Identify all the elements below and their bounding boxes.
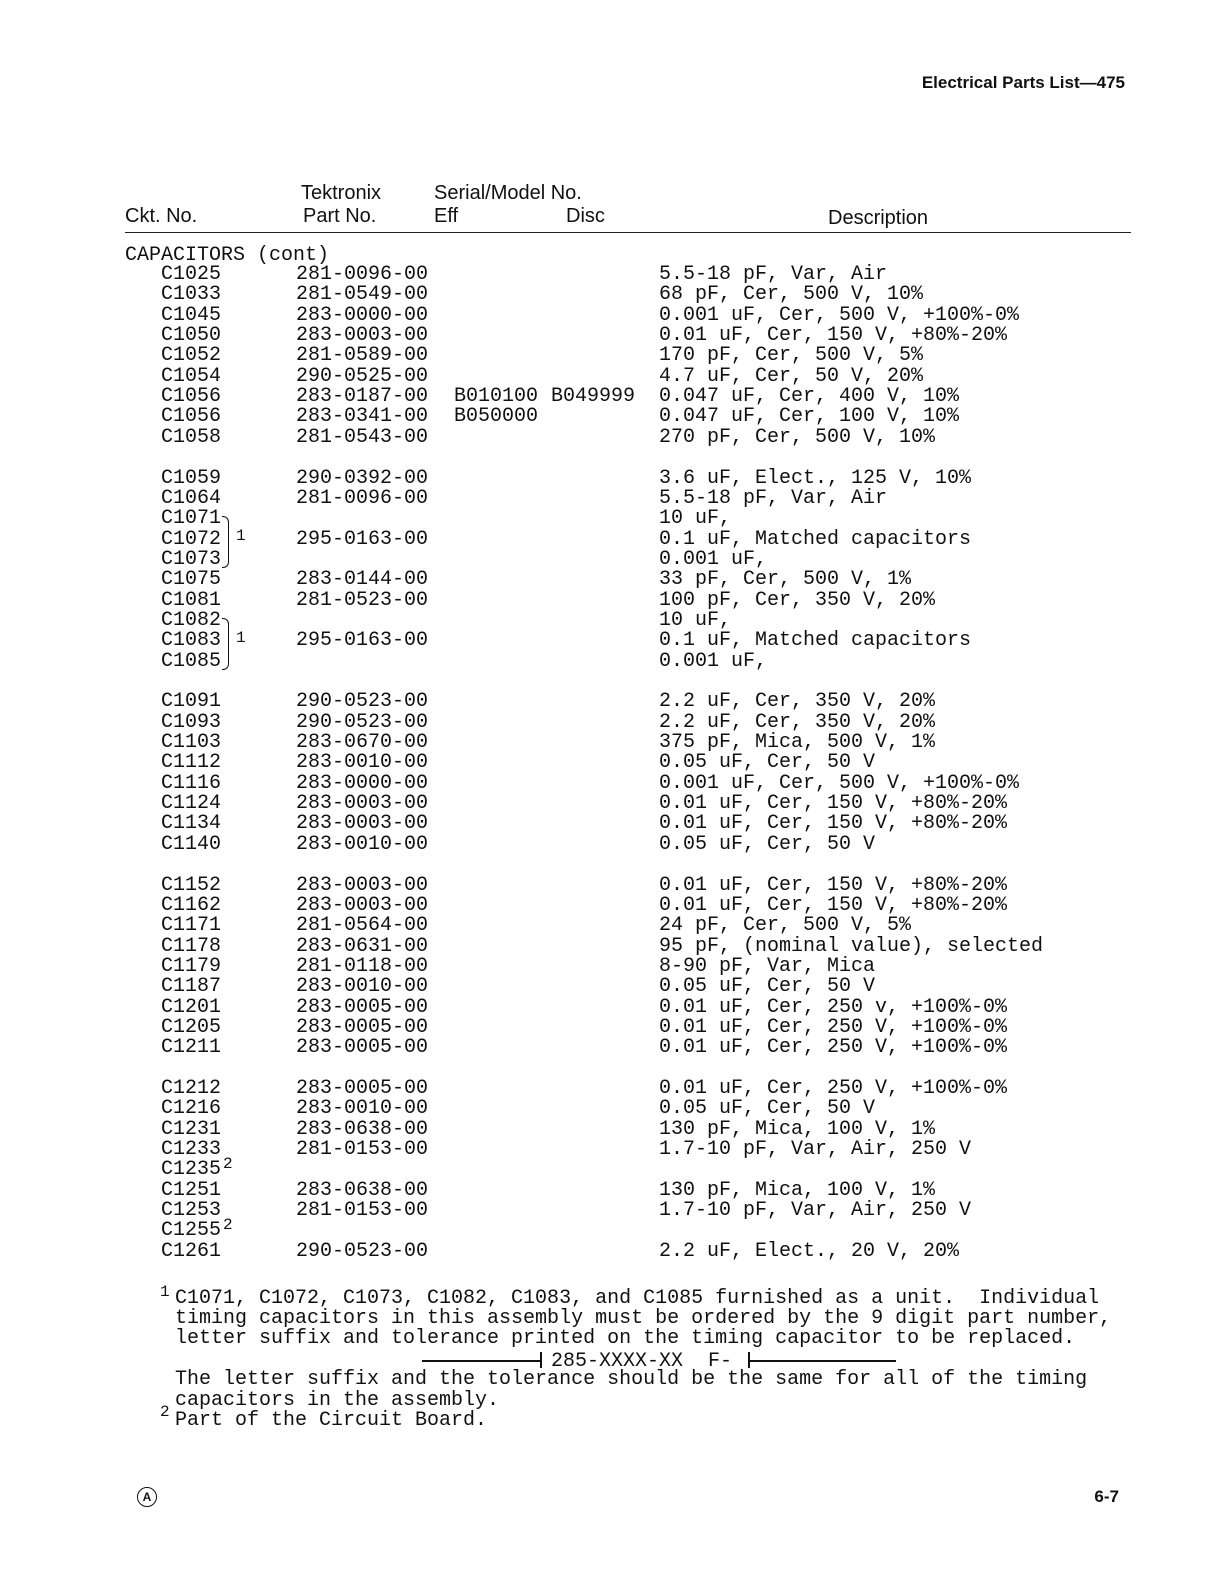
- description: 0.01 uF, Cer, 150 V, +80%-20%: [659, 792, 1008, 816]
- ckt-number: C1171: [161, 914, 222, 938]
- diagram-left-line: [422, 1360, 540, 1362]
- ckt-number: C1056: [161, 405, 222, 429]
- ckt-number: C1059: [161, 466, 222, 490]
- part-number: 283-0010-00: [296, 751, 429, 775]
- description: 0.001 uF, Cer, 500 V, +100%-0%: [659, 303, 1020, 327]
- part-number: 283-0003-00: [296, 893, 429, 917]
- part-number: 281-0096-00: [296, 486, 429, 510]
- description: 0.01 uF, Cer, 250 V, +100%-0%: [659, 1036, 1008, 1060]
- part-number: 283-0005-00: [296, 1015, 429, 1039]
- note-1-line-5: capacitors in the assembly.: [175, 1389, 500, 1412]
- part-number: 281-0589-00: [296, 344, 429, 368]
- description: 0.05 uF, Cer, 50 V: [659, 751, 876, 775]
- note-1-line-3: letter suffix and tolerance printed on the timing capacitor to be replaced.: [175, 1327, 1076, 1350]
- note-2-marker: 2: [160, 1403, 170, 1421]
- description: 1.7-10 pF, Var, Air, 250 V: [659, 1138, 972, 1162]
- description: 0.047 uF, Cer, 100 V, 10%: [659, 405, 960, 429]
- diagram-suffix: F-: [708, 1350, 733, 1373]
- description: 130 pF, Mica, 100 V, 1%: [659, 1117, 936, 1141]
- page-header-title: Electrical Parts List—475: [921, 73, 1125, 92]
- part-number: 283-0000-00: [296, 771, 429, 795]
- ckt-number: C1073: [161, 547, 222, 571]
- part-number: 283-0187-00: [296, 385, 429, 409]
- group-brace-1: [222, 516, 229, 568]
- ckt-number: C1025: [161, 263, 222, 286]
- ckt-number: C1054: [161, 364, 222, 388]
- ckt-number: C1072: [161, 527, 222, 551]
- ckt-number: C1052: [161, 344, 222, 368]
- ckt-number: C1085: [161, 649, 222, 673]
- ckt-number: C1231: [161, 1117, 222, 1141]
- description: 3.6 uF, Elect., 125 V, 10%: [659, 466, 972, 490]
- ckt-number: C1251: [161, 1178, 222, 1202]
- part-number: 283-0003-00: [296, 792, 429, 816]
- description: 0.01 uF, Cer, 250 v, +100%-0%: [659, 995, 1008, 1019]
- description: 0.05 uF, Cer, 50 V: [659, 1097, 876, 1121]
- ckt-number: C1235: [161, 1158, 222, 1182]
- description: 0.1 uF, Matched capacitors: [659, 629, 972, 653]
- serial-eff: B050000: [454, 405, 539, 429]
- ckt-number: C1093: [161, 710, 222, 734]
- description: 0.01 uF, Cer, 150 V, +80%-20%: [659, 893, 1008, 917]
- ckt-number: C1205: [161, 1015, 222, 1039]
- part-number: 283-0003-00: [296, 324, 429, 348]
- part-number: 283-0341-00: [296, 405, 429, 429]
- description: 5.5-18 pF, Var, Air: [659, 486, 888, 510]
- footnote-marker-2b: 2: [223, 1216, 233, 1234]
- ckt-number: C1162: [161, 893, 222, 917]
- ckt-number: C1045: [161, 303, 222, 327]
- ckt-number: C1071: [161, 507, 222, 531]
- ckt-number: C1124: [161, 792, 222, 816]
- note-1-line-2: timing capacitors in this assembly must be ordered by the 9 digit part number,: [175, 1307, 1112, 1330]
- ckt-number: C1083: [161, 629, 222, 653]
- part-number: 281-0153-00: [296, 1199, 429, 1223]
- description: 170 pF, Cer, 500 V, 5%: [659, 344, 924, 368]
- ckt-number: C1178: [161, 934, 222, 958]
- serial-eff: B010100: [454, 385, 539, 409]
- description: 0.05 uF, Cer, 50 V: [659, 975, 876, 999]
- part-number: 283-0005-00: [296, 1077, 429, 1100]
- part-number: 283-0670-00: [296, 731, 429, 755]
- section-title: CAPACITORS (cont): [125, 244, 330, 267]
- description: 0.01 uF, Cer, 250 V, +100%-0%: [659, 1015, 1008, 1039]
- part-number: 281-0549-00: [296, 283, 429, 307]
- ckt-number: C1116: [161, 771, 222, 795]
- ckt-number: C1081: [161, 588, 222, 612]
- ckt-number: C1212: [161, 1077, 222, 1100]
- diagram-right-line: [750, 1360, 896, 1362]
- part-number: 283-0638-00: [296, 1178, 429, 1202]
- description: 95 pF, (nominal value), selected: [659, 934, 1044, 958]
- ckt-number: C1075: [161, 568, 222, 592]
- page-number: 6-7: [1094, 1487, 1119, 1506]
- ckt-number: C1261: [161, 1239, 222, 1263]
- publisher-logo: A: [137, 1487, 157, 1507]
- description: 100 pF, Cer, 350 V, 20%: [659, 588, 936, 612]
- note-1-marker: 1: [160, 1283, 170, 1301]
- ckt-number: C1140: [161, 832, 222, 856]
- ckt-number: C1056: [161, 385, 222, 409]
- description: 1.7-10 pF, Var, Air, 250 V: [659, 1199, 972, 1223]
- footnote-marker-1a: 1: [236, 527, 246, 545]
- description: 68 pF, Cer, 500 V, 10%: [659, 283, 924, 307]
- description: 0.01 uF, Cer, 150 V, +80%-20%: [659, 873, 1008, 897]
- part-number: 290-0525-00: [296, 364, 429, 388]
- ckt-number: C1050: [161, 324, 222, 348]
- part-number: 295-0163-00: [296, 629, 429, 653]
- ckt-number: C1112: [161, 751, 222, 775]
- description: 0.001 uF, Cer, 500 V, +100%-0%: [659, 771, 1020, 795]
- part-number: 290-0523-00: [296, 710, 429, 734]
- description: 0.01 uF, Cer, 150 V, +80%-20%: [659, 324, 1008, 348]
- ckt-number: C1103: [161, 731, 222, 755]
- description: 0.05 uF, Cer, 50 V: [659, 832, 876, 856]
- diagram-left-tick: [540, 1352, 542, 1368]
- part-number: 283-0005-00: [296, 995, 429, 1019]
- description: 33 pF, Cer, 500 V, 1%: [659, 568, 912, 592]
- description: 0.001 uF,: [659, 547, 768, 571]
- description: 0.1 uF, Matched capacitors: [659, 527, 972, 551]
- col-eff-header: Eff: [434, 205, 459, 227]
- ckt-number: C1033: [161, 283, 222, 307]
- part-number: 281-0543-00: [296, 425, 429, 449]
- description: 130 pF, Mica, 100 V, 1%: [659, 1178, 936, 1202]
- ckt-number: C1058: [161, 425, 222, 449]
- serial-disc: B049999: [551, 385, 636, 409]
- col-tek-header-1: Tektronix: [301, 182, 382, 204]
- description: 24 pF, Cer, 500 V, 5%: [659, 914, 912, 938]
- part-number: 283-0010-00: [296, 1097, 429, 1121]
- note-1-line-1: C1071, C1072, C1073, C1082, C1083, and C1085 furnished as a unit. Individual: [175, 1287, 1100, 1310]
- description: 0.047 uF, Cer, 400 V, 10%: [659, 385, 960, 409]
- part-number: 281-0564-00: [296, 914, 429, 938]
- ckt-number: C1134: [161, 812, 222, 836]
- ckt-number: C1211: [161, 1036, 222, 1060]
- description: 10 uF,: [659, 608, 732, 632]
- col-disc-header: Disc: [566, 205, 605, 227]
- part-number: 281-0096-00: [296, 263, 429, 286]
- description: 4.7 uF, Cer, 50 V, 20%: [659, 364, 924, 388]
- group-brace-2: [222, 618, 229, 670]
- description: 8-90 pF, Var, Mica: [659, 954, 876, 978]
- ckt-number: C1253: [161, 1199, 222, 1223]
- description: 2.2 uF, Elect., 20 V, 20%: [659, 1239, 960, 1263]
- part-number: 283-0003-00: [296, 873, 429, 897]
- part-number: 290-0523-00: [296, 1239, 429, 1263]
- description: 5.5-18 pF, Var, Air: [659, 263, 888, 286]
- part-number: 283-0003-00: [296, 812, 429, 836]
- part-number: 283-0010-00: [296, 975, 429, 999]
- ckt-number: C1082: [161, 608, 222, 632]
- note-1-line-4: The letter suffix and the tolerance should be the same for all of the timing: [175, 1368, 1088, 1391]
- ckt-number: C1064: [161, 486, 222, 510]
- description: 2.2 uF, Cer, 350 V, 20%: [659, 710, 936, 734]
- col-serial-header: Serial/Model No.: [434, 182, 582, 204]
- part-number: 283-0000-00: [296, 303, 429, 327]
- col-tek-header-2: Part No.: [303, 205, 377, 227]
- description: 270 pF, Cer, 500 V, 10%: [659, 425, 936, 449]
- description: 0.01 uF, Cer, 250 V, +100%-0%: [659, 1077, 1008, 1100]
- ckt-number: C1233: [161, 1138, 222, 1162]
- part-number: 281-0153-00: [296, 1138, 429, 1162]
- col-desc-header: Description: [828, 207, 929, 229]
- part-number: 283-0631-00: [296, 934, 429, 958]
- footnote-marker-2a: 2: [223, 1155, 233, 1173]
- footnote-marker-1b: 1: [236, 629, 246, 647]
- part-number: 281-0523-00: [296, 588, 429, 612]
- ckt-number: C1255: [161, 1219, 222, 1243]
- diagram-part-number: 285-XXXX-XX: [551, 1350, 684, 1373]
- part-number: 290-0392-00: [296, 466, 429, 490]
- part-number: 283-0010-00: [296, 832, 429, 856]
- ckt-number: C1152: [161, 873, 222, 897]
- description: 375 pF, Mica, 500 V, 1%: [659, 731, 936, 755]
- ckt-number: C1216: [161, 1097, 222, 1121]
- ckt-number: C1179: [161, 954, 222, 978]
- part-number: 283-0144-00: [296, 568, 429, 592]
- ckt-number: C1091: [161, 690, 222, 714]
- description: 10 uF,: [659, 507, 732, 531]
- description: 0.01 uF, Cer, 150 V, +80%-20%: [659, 812, 1008, 836]
- ckt-number: C1187: [161, 975, 222, 999]
- note-2-line: Part of the Circuit Board.: [175, 1409, 488, 1432]
- part-number: 283-0638-00: [296, 1117, 429, 1141]
- part-number: 290-0523-00: [296, 690, 429, 714]
- col-ckt-header: Ckt. No.: [125, 205, 198, 227]
- description: 0.001 uF,: [659, 649, 768, 673]
- part-number: 283-0005-00: [296, 1036, 429, 1060]
- header-rule: [125, 232, 1131, 233]
- description: 2.2 uF, Cer, 350 V, 20%: [659, 690, 936, 714]
- ckt-number: C1201: [161, 995, 222, 1019]
- part-number: 295-0163-00: [296, 527, 429, 551]
- part-number: 281-0118-00: [296, 954, 429, 978]
